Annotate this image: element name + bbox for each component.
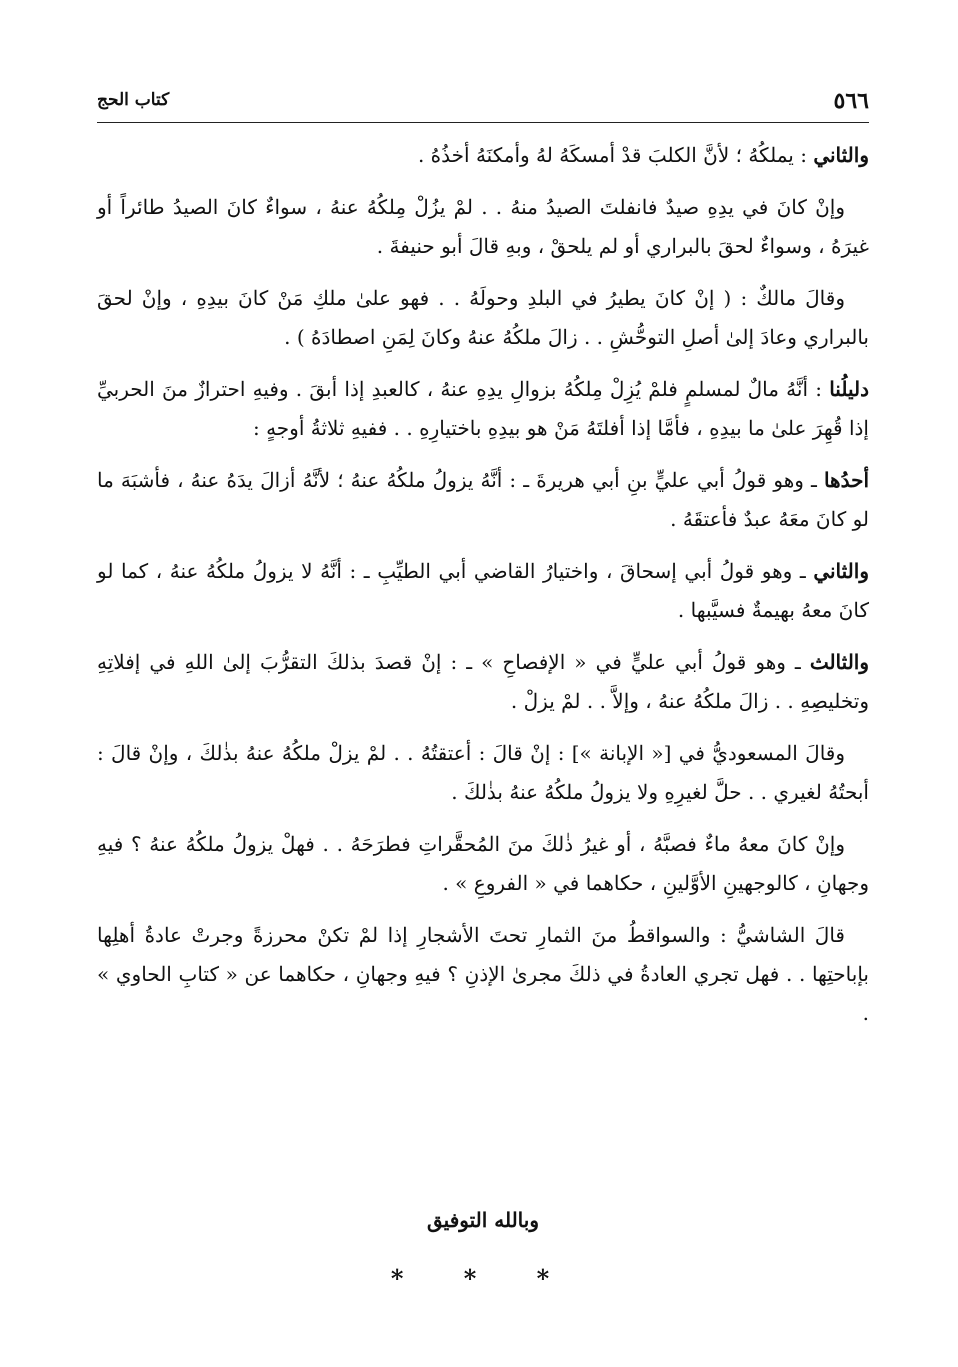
paragraph-text: وقالَ المسعوديُّ في [« الإبانة »] : إنْ قالَ : أعتقتُهُ . . لمْ يزلْ ملكُهُ عنهُ بذٰلكَ ، وإنْ قالَ : أبحتُهُ لغيري . . حلَّ لغيرِهِ ولا يزولُ ملكُهُ عنهُ بذٰلكَ . <box>97 741 869 804</box>
page-number: ٥٦٦ <box>833 88 869 114</box>
paragraph-lead: دليلُنا <box>829 377 869 401</box>
paragraph <box>97 734 869 812</box>
paragraph-lead: والثالث <box>809 650 869 674</box>
paragraph-lead: والثاني <box>813 143 869 167</box>
paragraph <box>97 461 869 539</box>
body-text <box>97 136 869 1046</box>
paragraph-text: ـ وهو قولُ أبي عليٍّ بنِ أبي هريرةَ ـ : أنَّهُ يزولُ ملكُهُ عنهُ ؛ لأنَّهُ أزالَ يدَهُ عنهُ ، فأشبَهَ ما لو كانَ معَهُ عبدٌ فأعتقَهُ . <box>97 468 869 531</box>
paragraph-lead: والثاني <box>813 559 869 583</box>
paragraph <box>97 370 869 448</box>
paragraph <box>97 136 869 175</box>
paragraph-text: ـ وهو قولُ أبي إسحاقَ ، واختيارُ القاضي أبي الطيِّبِ ـ : أنَّهُ لا يزولُ ملكُهُ عنهُ ، كما لو كانَ معهُ بهيمةٌ فسيَّبها . <box>97 559 869 622</box>
paragraph-text: وقالَ مالكٌ : ( إنْ كانَ يطيرُ في البلدِ وحولَهُ . . فهو علىٰ ملكِ مَنْ كانَ بيدِهِ ، وإنْ لحقَ بالبراري وعادَ إلىٰ أصلِ التوحُّشِ . . زالَ ملكُهُ عنهُ وكانَ لِمَنِ اصطادَهُ ) . <box>97 286 869 349</box>
paragraph <box>97 916 869 1033</box>
paragraph <box>97 279 869 357</box>
paragraph-text: وإنْ كانَ في يدِهِ صيدٌ فانفلتَ الصيدُ منهُ . . لمْ يزُلْ مِلكُهُ عنهُ ، سواءٌ كانَ الصيدُ طائراً أو غيرَهُ ، وسواءٌ لحقَ بالبراري أو لم يلحقْ ، وبهِ قالَ أبو حنيفةَ . <box>97 195 869 258</box>
paragraph <box>97 643 869 721</box>
running-header <box>97 86 869 123</box>
paragraph-text: ـ وهو قولُ أبي عليٍّ في « الإفصاحِ » ـ : إنْ قصدَ بذلكَ التقرُّبَ إلىٰ اللهِ في إفلاتِهِ وتخليصِهِ . . زالَ ملكُهُ عنهُ ، وإلاَّ . . لمْ يزلْ . <box>97 650 869 713</box>
paragraph-lead: أحدُها <box>823 468 869 492</box>
paragraph-text: وإنْ كانَ معهُ ماءٌ فصبَّهُ ، أو غيرُ ذٰلكَ منَ المُحقَّراتِ فطرَحَهُ . . فهلْ يزولُ ملكُهُ عنهُ ؟ فيهِ وجهانِ ، كالوجهينِ الأوَّلينِ ، حكاهما في « الفروعِ » . <box>97 832 869 895</box>
paragraph <box>97 552 869 630</box>
section-ornament: * * * <box>390 1264 576 1293</box>
paragraph-text: : أنَّهُ مالٌ لمسلمٍ فلمْ يُزِلْ مِلكُهُ بزوالِ يدِهِ عنهُ ، كالعبدِ إذا أبقَ . وفيهِ احترازٌ منَ الحربيِّ إذا قُهِرَ علىٰ ما بيدِهِ ، فأمَّا إذا أفلتَهُ مَنْ هو بيدِهِ باختيارِهِ . . ففيهِ ثلاثةُ أوجهٍ : <box>97 377 869 440</box>
paragraph-text: قالَ الشاشيُّ : والسواقطُ منَ الثمارِ تحتَ الأشجارِ إذا لمْ تكنْ محرزةً وجرتْ عادةُ أهلِها بإباحتِها . . فهل تجري العادةُ في ذلكَ مجرىٰ الإذنِ ؟ فيهِ وجهانِ ، حكاهما عن « كتابِ الحاوي » . <box>97 923 869 1025</box>
closing-phrase: وبالله التوفيق <box>426 1208 539 1232</box>
book-title: كتاب الحج <box>97 90 170 110</box>
paragraph <box>97 188 869 266</box>
paragraph-text: : يملكُهُ ؛ لأنَّ الكلبَ قدْ أمسكَهُ لهُ وأمكنَهُ أخذُهُ . <box>417 143 814 167</box>
paragraph <box>97 825 869 903</box>
